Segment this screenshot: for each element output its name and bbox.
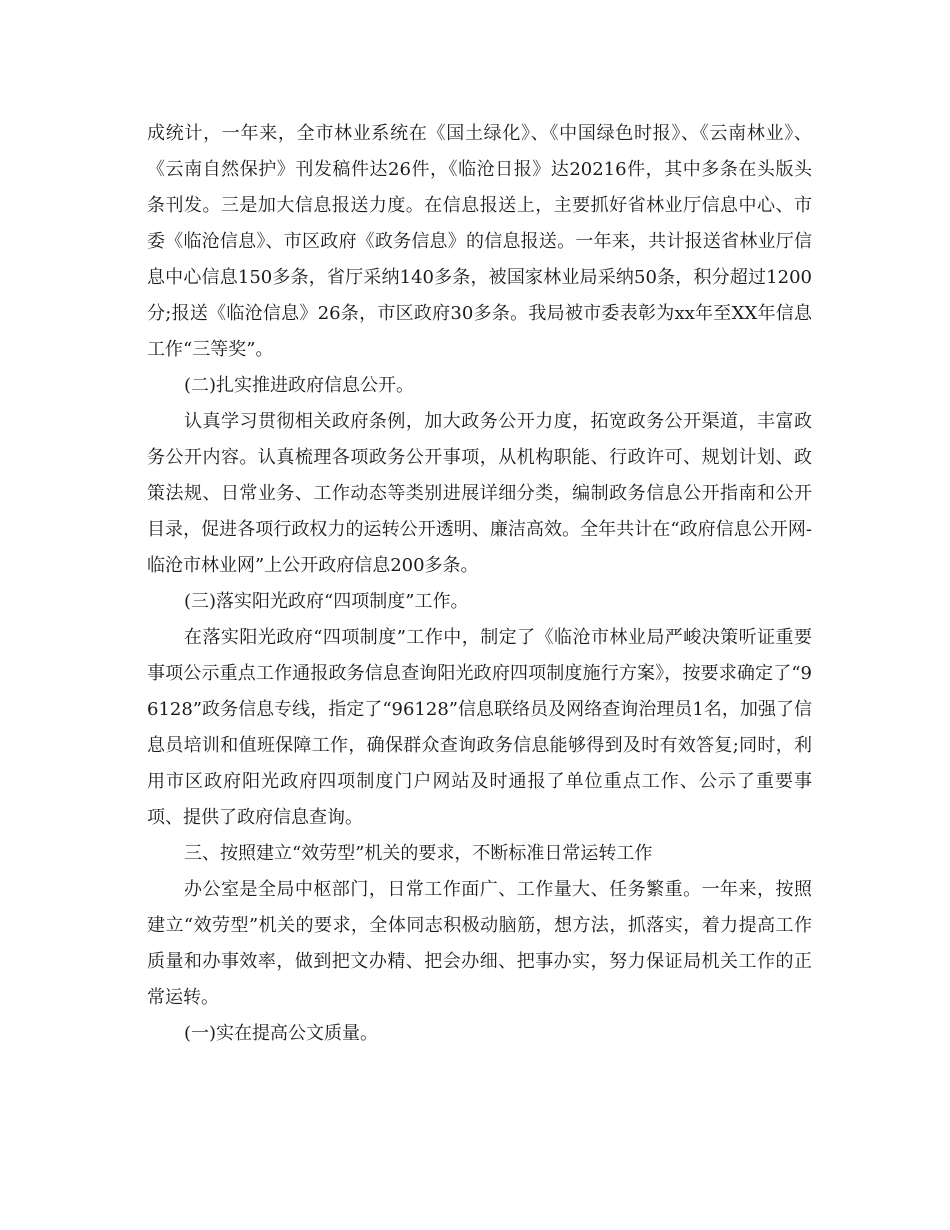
paragraph-office-work: 办公室是全局中枢部门，日常工作面广、工作量大、任务繁重。一年来，按照建立“效劳型”机关的要求，全体同志积极动脑筋，想方法，抓落实，着力提高工作质量和办事效率，做到把文办精、把会办细、把事办实，努力保证局机关工作的正常运转。 <box>147 879 812 1008</box>
heading-document-quality: (一)实在提高公文质量。 <box>184 1023 379 1044</box>
heading-section-three: 三、按照建立“效劳型”机关的要求，不断标准日常运转工作 <box>184 843 653 864</box>
paragraph-gov-info-disclosure: 认真学习贯彻相关政府条例，加大政务公开力度，拓宽政务公开渠道，丰富政务公开内容。认真梳理各项政务公开事项，从机构职能、行政许可、规划计划、政策法规、日常业务、工作动态等类别进展详细分类，编制政务信息公开指南和公开目录，促进各项行政权力的运转公开透明、廉洁高效。全年共计在“政府信息公开网-临沧市林业网”上公开政府信息200多条。 <box>147 411 812 576</box>
document-body <box>147 116 812 1052</box>
paragraph-info-report: 成统计，一年来，全市林业系统在《国土绿化》、《中国绿色时报》、《云南林业》、《云南自然保护》刊发稿件达26件，《临沧日报》达20216件，其中多条在头版头条刊发。三是加大信息报送力度。在信息报送上，主要抓好省林业厅信息中心、市委《临沧信息》、市区政府《政务信息》的信息报送。一年来，共计报送省林业厅信息中心信息150多条，省厅采纳140多条，被国家林业局采纳50条，积分超过1200分;报送《临沧信息》26条，市区政府30多条。我局被市委表彰为xx年至XX年信息工作“三等奖”。 <box>147 123 812 360</box>
heading-gov-info-disclosure: (二)扎实推进政府信息公开。 <box>184 375 415 396</box>
paragraph-four-systems: 在落实阳光政府“四项制度”工作中，制定了《临沧市林业局严峻决策听证重要事项公示重点工作通报政务信息查询阳光政府四项制度施行方案》，按要求确定了“96128”政务信息专线，指定了“96128”信息联络员及网络查询治理员1名，加强了信息员培训和值班保障工作，确保群众查询政务信息能够得到及时有效答复;同时，利用市区政府阳光政府四项制度门户网站及时通报了单位重点工作、公示了重要事项、提供了政府信息查询。 <box>147 627 812 828</box>
heading-four-systems: (三)落实阳光政府“四项制度”工作。 <box>184 591 469 612</box>
